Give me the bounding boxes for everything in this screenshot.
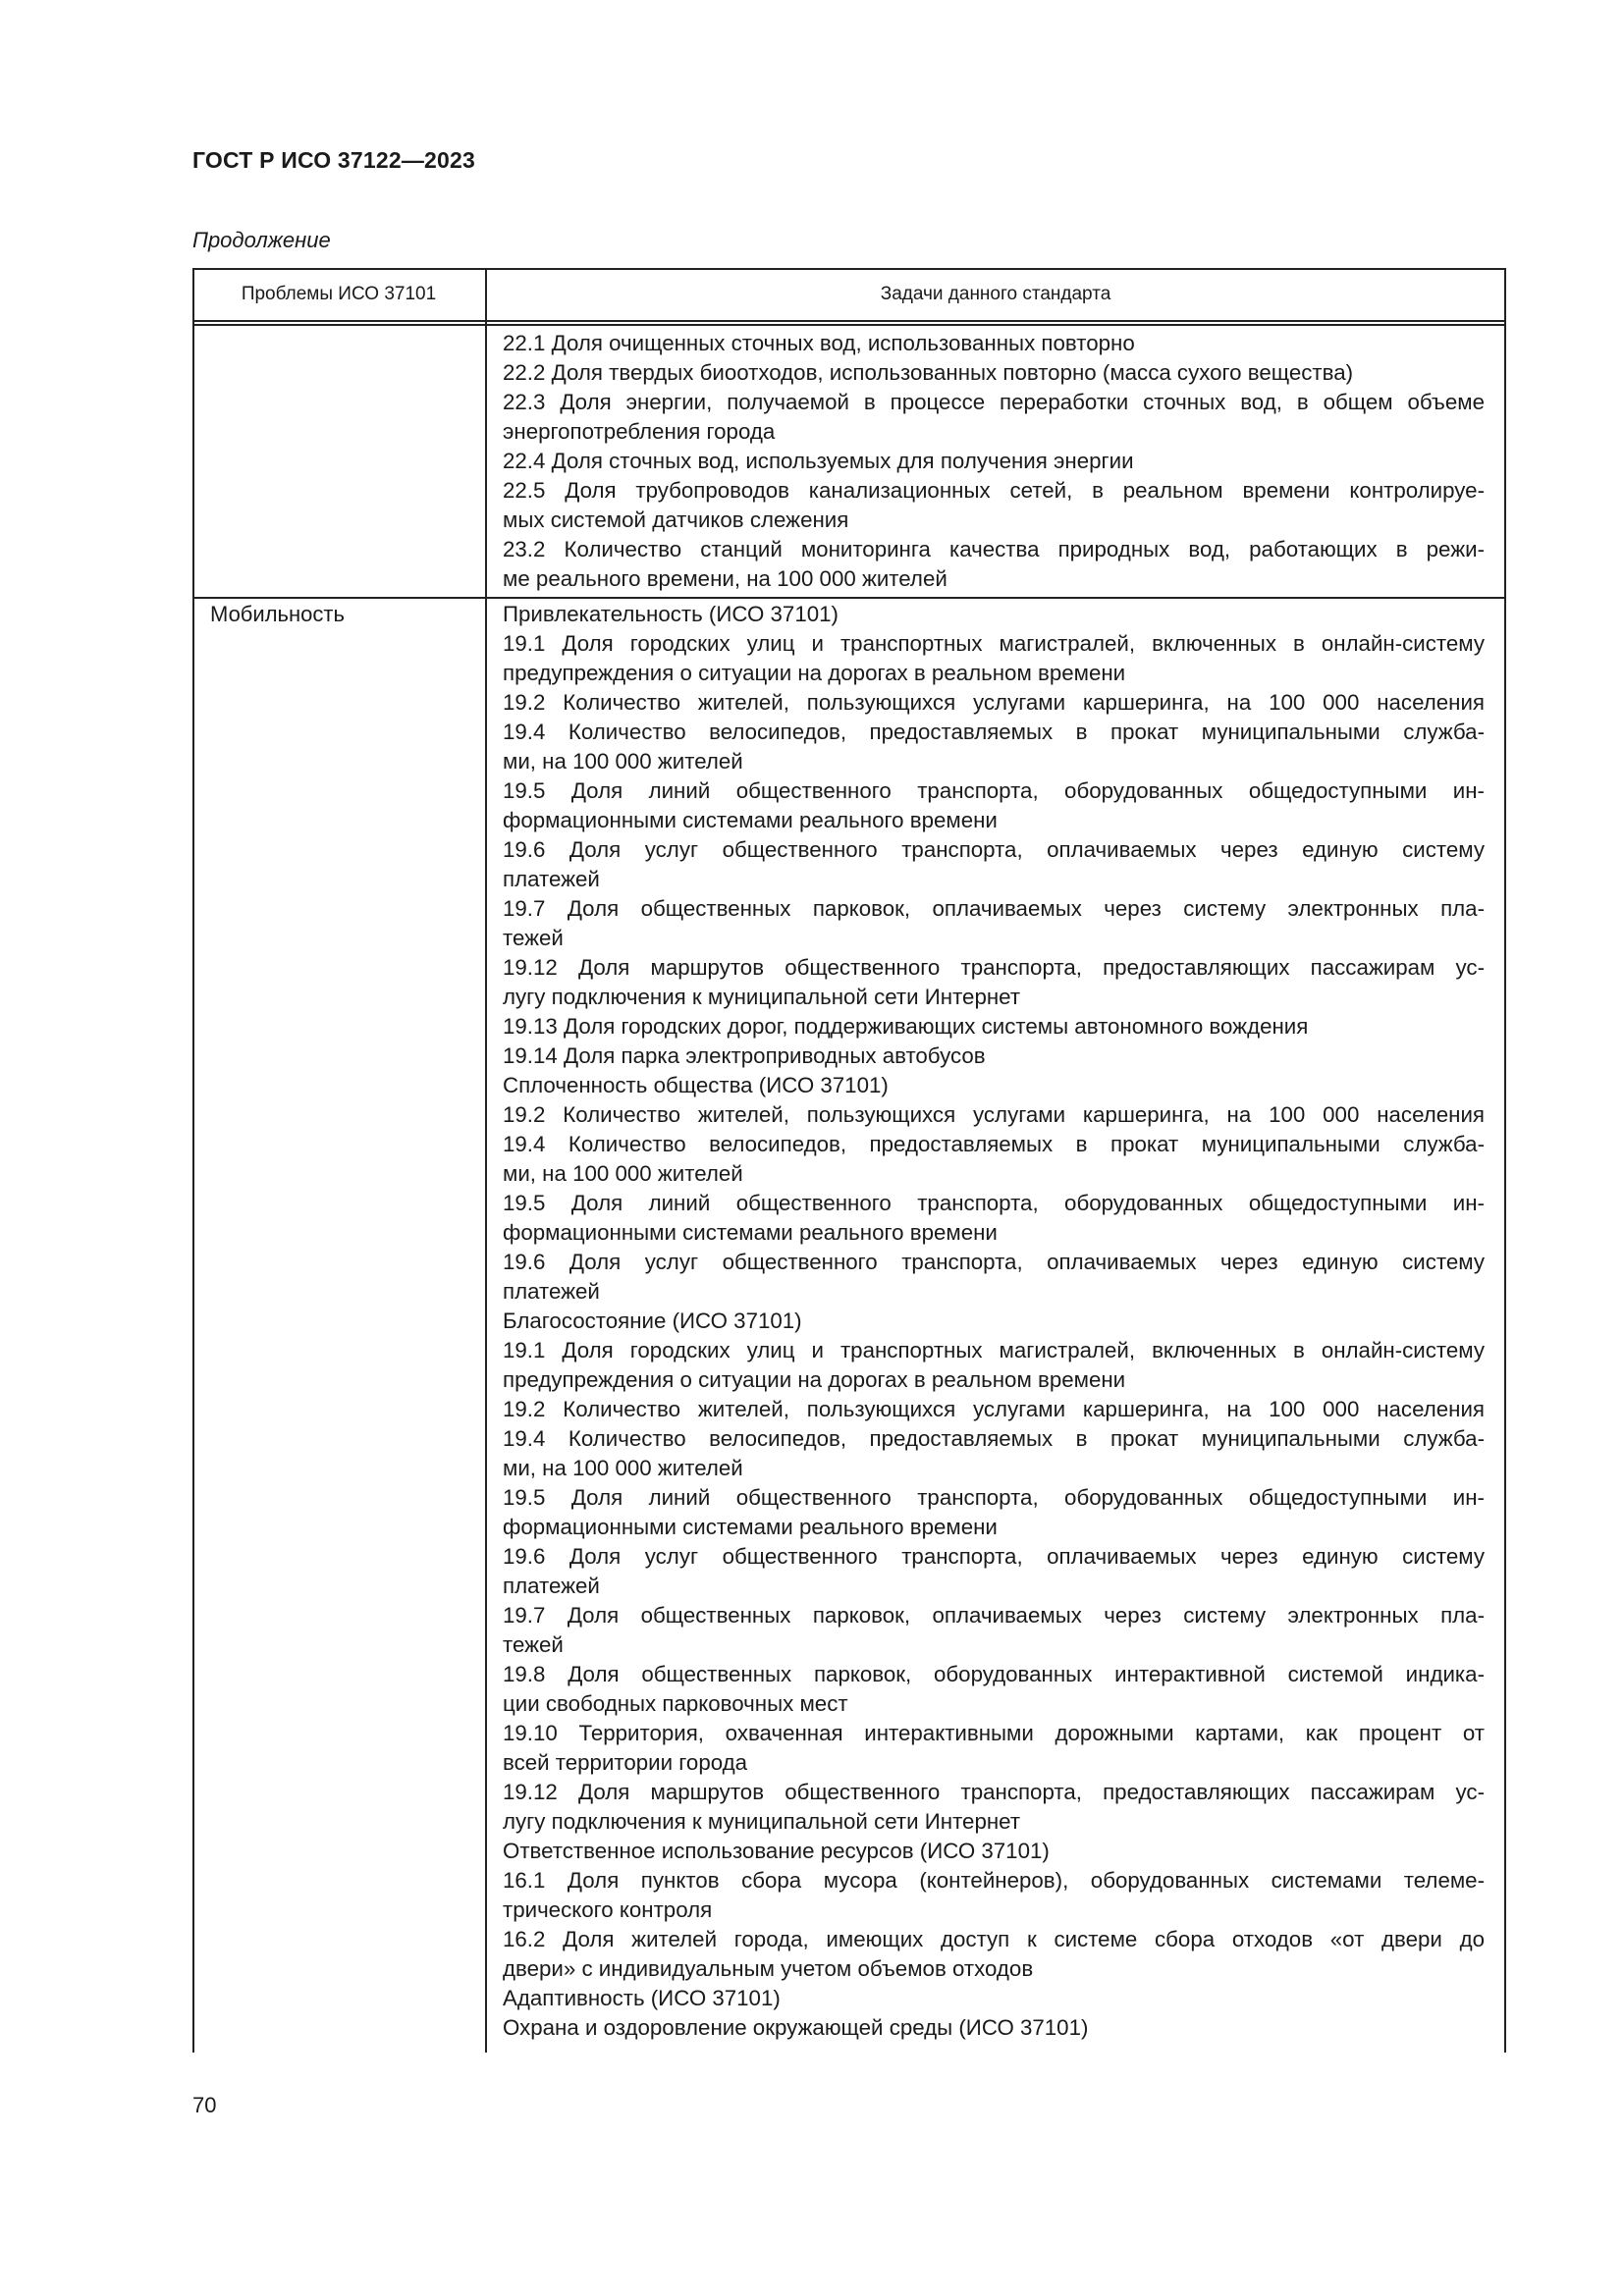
task-line: платежей	[503, 867, 600, 891]
task-line: 19.12 Доля маршрутов общественного транспорта, предоставляющих пассажирам ус-	[503, 955, 1485, 980]
task-line: ме реального времени, на 100 000 жителей	[503, 566, 947, 591]
task-line: энергопотребления города	[503, 419, 776, 444]
task-line: ми, на 100 000 жителей	[503, 1456, 743, 1480]
page-number: 70	[192, 2093, 217, 2117]
task-line: 19.7 Доля общественных парковок, оплачиваемых через систему электронных пла-	[503, 896, 1485, 921]
task-line: 19.6 Доля услуг общественного транспорта, оплачиваемых через единую систему	[503, 1544, 1485, 1569]
task-line: 19.6 Доля услуг общественного транспорта, оплачиваемых через единую систему	[503, 1250, 1485, 1274]
task-line: лугу подключения к муниципальной сети Интернет	[503, 1809, 1021, 1834]
task-line: 19.2 Количество жителей, пользующихся услугами каршеринга, на 100 000 населения	[503, 1397, 1485, 1421]
task-line: 19.4 Количество велосипедов, предоставляемых в прокат муниципальными служба-	[503, 1426, 1485, 1451]
task-line: трического контроля	[503, 1897, 713, 1922]
task-line: 16.1 Доля пунктов сбора мусора (контейнеров), оборудованных системами телеме-	[503, 1868, 1485, 1893]
task-line: ции свободных парковочных мест	[503, 1691, 848, 1716]
task-line: 19.1 Доля городских улиц и транспортных магистралей, включенных в онлайн-систему	[503, 1338, 1485, 1362]
task-line: 19.4 Количество велосипедов, предоставляемых в прокат муниципальными служба-	[503, 1132, 1485, 1156]
task-line: Охрана и оздоровление окружающей среды (ИСО 37101)	[503, 2015, 1089, 2040]
task-line: Адаптивность (ИСО 37101)	[503, 1986, 781, 2010]
task-line: 19.4 Количество велосипедов, предоставляемых в прокат муниципальными служба-	[503, 720, 1485, 744]
table-border-left	[192, 268, 194, 2053]
task-line: формационными системами реального времени	[503, 808, 998, 832]
header-rule-lower	[192, 324, 1506, 326]
task-line: 19.12 Доля маршрутов общественного транспорта, предоставляющих пассажирам ус-	[503, 1780, 1485, 1804]
column-header-problems: Проблемы ИСО 37101	[241, 284, 437, 304]
task-line: 19.5 Доля линий общественного транспорта, оборудованных общедоступными ин-	[503, 778, 1485, 803]
task-line: 19.1 Доля городских улиц и транспортных магистралей, включенных в онлайн-систему	[503, 631, 1485, 656]
task-line: платежей	[503, 1279, 600, 1304]
task-line: ми, на 100 000 жителей	[503, 1161, 743, 1186]
task-line: 23.2 Количество станций мониторинга качества природных вод, работающих в режи-	[503, 537, 1485, 561]
task-line: платежей	[503, 1574, 600, 1598]
tasks-cell-mobility	[503, 600, 1485, 2043]
task-line: 22.4 Доля сточных вод, используемых для получения энергии	[503, 449, 1134, 473]
task-line: 19.2 Количество жителей, пользующихся услугами каршеринга, на 100 000 населения	[503, 690, 1485, 715]
task-line: 22.2 Доля твердых биоотходов, использованных повторно (масса сухого вещества)	[503, 360, 1354, 385]
task-line: ми, на 100 000 жителей	[503, 749, 743, 774]
task-line: двери» с индивидуальным учетом объемов отходов	[503, 1956, 1034, 1981]
problem-cell-mobility: Мобильность	[210, 602, 345, 626]
task-line: тежей	[503, 926, 564, 950]
task-line: 16.2 Доля жителей города, имеющих доступ к системе сбора отходов «от двери до	[503, 1927, 1485, 1951]
task-line: лугу подключения к муниципальной сети Интернет	[503, 985, 1021, 1009]
task-line: 19.5 Доля линий общественного транспорта, оборудованных общедоступными ин-	[503, 1485, 1485, 1510]
tasks-cell-row-1	[503, 329, 1485, 594]
task-line: 19.8 Доля общественных парковок, оборудованных интерактивной системой индика-	[503, 1662, 1485, 1686]
task-line: 19.2 Количество жителей, пользующихся услугами каршеринга, на 100 000 населения	[503, 1102, 1485, 1127]
task-line: 19.14 Доля парка электроприводных автобусов	[503, 1043, 986, 1068]
task-line: 19.6 Доля услуг общественного транспорта, оплачиваемых через единую систему	[503, 837, 1485, 862]
row-separator	[192, 597, 1506, 599]
task-line: 19.13 Доля городских дорог, поддерживающих системы автономного вождения	[503, 1014, 1309, 1039]
task-line: Привлекательность (ИСО 37101)	[503, 602, 839, 626]
task-line: формационными системами реального времени	[503, 1515, 998, 1539]
continuation-label: Продолжение	[192, 228, 331, 252]
task-line: мых системой датчиков слежения	[503, 507, 849, 532]
task-line: Ответственное использование ресурсов (ИСО 37101)	[503, 1839, 1050, 1863]
task-line: 19.5 Доля линий общественного транспорта, оборудованных общедоступными ин-	[503, 1191, 1485, 1215]
task-line: Сплоченность общества (ИСО 37101)	[503, 1073, 889, 1097]
task-line: 19.7 Доля общественных парковок, оплачиваемых через систему электронных пла-	[503, 1603, 1485, 1628]
standards-table	[192, 268, 1506, 2053]
task-line: Благосостояние (ИСО 37101)	[503, 1308, 802, 1333]
task-line: всей территории города	[503, 1750, 748, 1775]
task-line: тежей	[503, 1632, 564, 1657]
task-line: предупреждения о ситуации на дорогах в реальном времени	[503, 661, 1126, 685]
task-line: формационными системами реального времени	[503, 1220, 998, 1245]
task-line: предупреждения о ситуации на дорогах в реальном времени	[503, 1367, 1126, 1392]
header-rule-upper	[192, 320, 1506, 322]
task-line: 22.5 Доля трубопроводов канализационных сетей, в реальном времени контролируе-	[503, 478, 1485, 503]
task-line: 22.1 Доля очищенных сточных вод, использованных повторно	[503, 331, 1135, 355]
column-divider	[485, 268, 487, 2053]
document-code: ГОСТ Р ИСО 37122—2023	[192, 147, 476, 173]
task-line: 19.10 Территория, охваченная интерактивными дорожными картами, как процент от	[503, 1721, 1485, 1745]
column-header-tasks: Задачи данного стандарта	[880, 284, 1111, 304]
task-line: 22.3 Доля энергии, получаемой в процессе переработки сточных вод, в общем объеме	[503, 390, 1485, 414]
table-border-right	[1504, 268, 1506, 2053]
